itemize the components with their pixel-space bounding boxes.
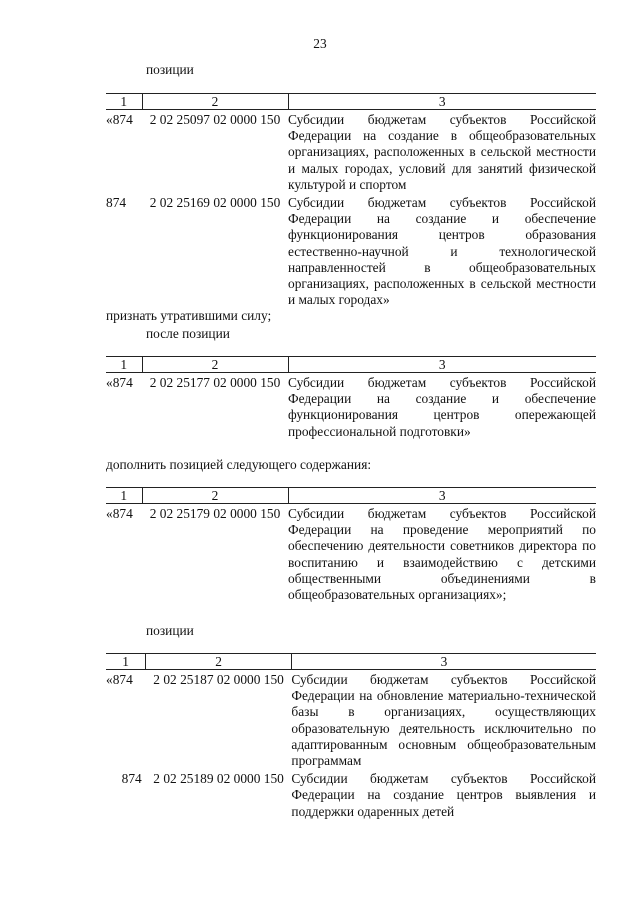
admin-code: 874 [121, 771, 142, 787]
admin-code: «874 [106, 112, 133, 127]
admin-code: «874 [106, 506, 133, 521]
budget-code: 2 02 25169 02 0000 150 [149, 195, 281, 211]
revenue-description: Субсидии бюджетам субъектов Российской Федерации на обновление материально-технической базы в организациях, осуществляющих образовательную деятельность исключительно по адаптированным основным общеобразовательным программам [291, 672, 596, 769]
paragraph-after-position: после позиции [146, 326, 230, 341]
table-header-cell: 2 [142, 357, 288, 373]
table-row [106, 504, 596, 604]
budget-code: 2 02 25179 02 0000 150 [149, 506, 281, 521]
page-number: 23 [313, 36, 327, 51]
budget-code: 2 02 25097 02 0000 150 [149, 112, 281, 127]
revenue-description: Субсидии бюджетам субъектов Российской Федерации на создание центров выявления и поддержки одаренных детей [291, 771, 596, 819]
table-header-cell: 2 [142, 488, 288, 504]
admin-code: «874 [106, 672, 133, 687]
admin-code: «874 [106, 375, 133, 390]
revenue-description: Субсидии бюджетам субъектов Российской Федерации на создание и обеспечение функционирования центров опережающей профессиональной подготовки» [288, 375, 596, 439]
codes-table-3 [106, 487, 596, 603]
table-header-cell: 3 [291, 654, 596, 670]
table-row [106, 373, 596, 440]
revenue-description: Субсидии бюджетам субъектов Российской Федерации на создание и обеспечение функционирования центров образования естественно-научной и технологической направленностей в общеобразовательных организациях, расположенных в сельской местности и малых городах» [288, 195, 596, 308]
table-row [106, 110, 596, 194]
paragraph-positions-1: позиции [146, 62, 194, 77]
budget-code: 2 02 25189 02 0000 150 [153, 771, 284, 787]
budget-code: 2 02 25177 02 0000 150 [149, 375, 281, 390]
codes-table-4 [106, 653, 596, 820]
codes-table-2 [106, 356, 596, 440]
table-row [106, 670, 596, 770]
table-row [106, 769, 596, 820]
table-header-cell: 1 [106, 488, 142, 504]
admin-code: 874 [106, 195, 127, 211]
table-header-cell: 2 [146, 654, 292, 670]
paragraph-supplement: дополнить позицией следующего содержания: [106, 457, 372, 472]
revenue-description: Субсидии бюджетам субъектов Российской Федерации на проведение мероприятий по обеспечению деятельности советников директора по воспитанию и взаимодействию с детскими общественными объединениями в общеобразовательных организациях»; [288, 506, 596, 603]
codes-table-1 [106, 93, 596, 308]
budget-code: 2 02 25187 02 0000 150 [153, 672, 284, 687]
table-header-cell: 3 [288, 94, 596, 110]
table-header-cell: 1 [106, 654, 146, 670]
table-header-cell: 2 [142, 94, 288, 110]
revenue-description: Субсидии бюджетам субъектов Российской Федерации на создание в общеобразовательных организациях, расположенных в сельской местности и малых городах, условий для занятий физической культурой и спортом [288, 112, 596, 192]
table-header-cell: 3 [288, 488, 596, 504]
table-row [106, 193, 596, 308]
table-header-cell: 1 [106, 357, 142, 373]
table-header-cell: 1 [106, 94, 142, 110]
table-header-cell: 3 [288, 357, 596, 373]
paragraph-positions-2: позиции [146, 623, 194, 638]
paragraph-repeal: признать утратившими силу; [106, 308, 272, 323]
